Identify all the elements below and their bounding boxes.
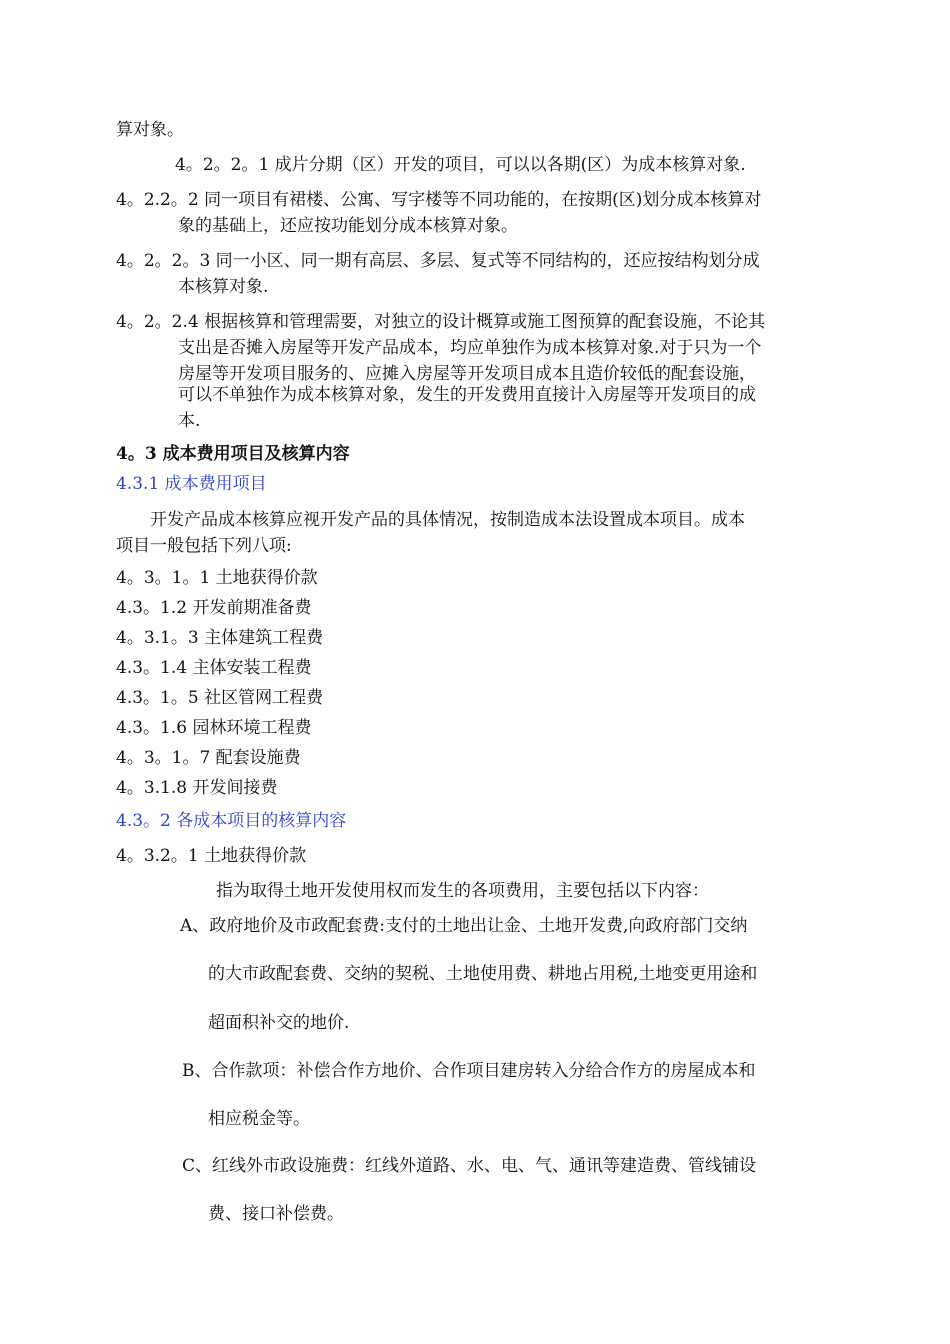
list-item: 4.3。1.2 开发前期准备费 [116,598,312,618]
subsection-heading: 4.3。2 各成本项目的核算内容 [116,811,347,831]
paragraph-line: 项目一般包括下列八项: [116,536,292,556]
text-line: 4。2。2。1 成片分期（区）开发的项目，可以以各期(区）为成本核算对象. [175,155,746,175]
text-line: 4。3.2。1 土地获得价款 [116,846,307,866]
list-item: 4.3。1.6 园林环境工程费 [116,718,312,738]
list-item: 4。3.1。3 主体建筑工程费 [116,628,324,648]
section-heading: 4。3 成本费用项目及核算内容 [116,444,350,464]
list-item-continuation: 超面积补交的地价. [208,1013,350,1033]
text-line: 4。2。2。3 同一小区、同一期有高层、多层、复式等不同结构的，还应按结构划分成 [116,251,760,271]
list-item: C、红线外市政设施费：红线外道路、水、电、气、通讯等建造费、管线铺设 [182,1156,757,1176]
text-line: 象的基础上，还应按功能划分成本核算对象。 [178,216,518,236]
list-item: 4。3.1.8 开发间接费 [116,778,278,798]
list-item: B、合作款项：补偿合作方地价、合作项目建房转入分给合作方的房屋成本和 [182,1061,756,1081]
list-item: 4。3。1。1 土地获得价款 [116,568,318,588]
text-line: 4。2。2.4 根据核算和管理需要，对独立的设计概算或施工图预算的配套设施，不论其 [116,312,766,332]
list-item-continuation: 的大市政配套费、交纳的契税、土地使用费、耕地占用税,土地变更用途和 [208,964,758,984]
text-line: 算对象。 [116,120,184,140]
list-item-continuation: 相应税金等。 [208,1109,310,1129]
subsection-heading: 4.3.1 成本费用项目 [116,474,267,494]
paragraph-line: 指为取得土地开发使用权而发生的各项费用，主要包括以下内容： [216,881,709,901]
paragraph-line: 开发产品成本核算应视开发产品的具体情况，按制造成本法设置成本项目。成本 [150,510,745,530]
text-line: 房屋等开发项目服务的、应摊入房屋等开发项目成本且造价较低的配套设施， [178,364,756,384]
list-item: 4.3。1。5 社区管网工程费 [116,688,324,708]
text-line: 可以不单独作为成本核算对象，发生的开发费用直接计入房屋等开发项目的成 [178,385,756,405]
list-item-continuation: 费、接口补偿费。 [208,1204,344,1224]
list-item: A、政府地价及市政配套费:支付的土地出让金、土地开发费,向政府部门交纳 [180,916,748,936]
text-line: 本. [178,411,201,431]
list-item: 4.3。1.4 主体安装工程费 [116,658,312,678]
text-line: 4。2.2。2 同一项目有裙楼、公寓、写字楼等不同功能的，在按期(区)划分成本核算对 [116,190,762,210]
text-line: 支出是否摊入房屋等开发产品成本，均应单独作为成本核算对象.对于只为一个 [178,338,762,358]
list-item: 4。3。1。7 配套设施费 [116,748,301,768]
text-line: 本核算对象. [178,277,269,297]
